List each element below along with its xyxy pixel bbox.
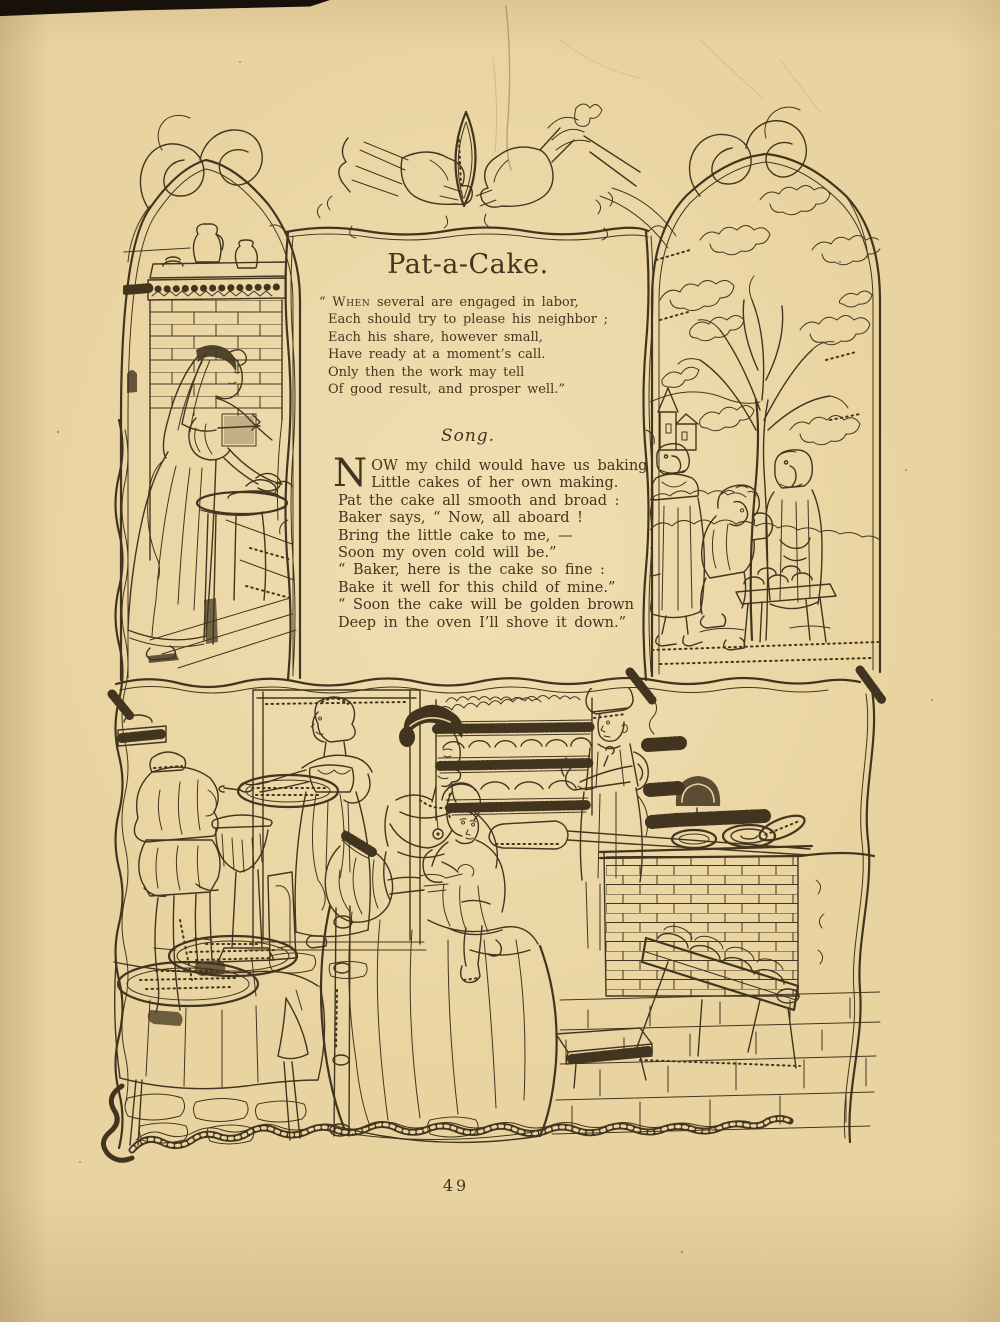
- song-line: Baker says, “ Now, all aboard !: [338, 510, 583, 527]
- song-line: Pat the cake all smooth and broad :: [338, 492, 620, 509]
- song-line: Soon my oven cold will be.”: [338, 545, 557, 562]
- brick-oven: [600, 846, 874, 996]
- kneading-vessel: [212, 815, 296, 962]
- verse-panel: [288, 230, 648, 682]
- song-line: Bring the little cake to me, —: [338, 527, 573, 544]
- page-number: 49: [442, 1176, 470, 1195]
- motto-line: “ When several are engaged in labor,: [318, 295, 579, 310]
- song-line: Little cakes of her own making.: [371, 475, 619, 492]
- motto-line: Each his share, however small,: [327, 329, 543, 345]
- song-verse: [333, 451, 648, 632]
- right-knot-ornament: [690, 107, 868, 258]
- motto-line: Have ready at a moment’s call.: [327, 347, 546, 363]
- song-heading: Song.: [440, 426, 496, 446]
- bottom-scene-bakery: [114, 682, 880, 1145]
- song-line: Deep in the oven I’ll shove it down.”: [338, 614, 627, 631]
- left-panel-woman-kneading: [123, 224, 296, 668]
- page-title: Pat-a-Cake.: [387, 249, 549, 280]
- bent-man-figure: [134, 752, 225, 1026]
- song-line: “ Soon the cake will be golden brown :: [338, 597, 647, 614]
- song-line: Bake it well for this child of mine.”: [338, 579, 616, 596]
- doorway: [248, 690, 426, 950]
- song-line: “ Baker, here is the cake so fine :: [338, 562, 605, 579]
- motto-line: Of good result, and prosper well.”: [327, 382, 566, 398]
- ornate-initial: N: [333, 451, 368, 496]
- song-line: NOW my child would have us baking: [333, 451, 648, 496]
- right-panel-children-tree: [642, 186, 882, 665]
- motto-line: Each should try to please his neighbor ;: [327, 312, 609, 328]
- footstool: [556, 1028, 652, 1088]
- motto-verse: [318, 294, 609, 398]
- chair-post: [330, 906, 352, 1136]
- pans-on-oven: [672, 811, 808, 848]
- motto-line: Only then the work may tell: [327, 364, 525, 380]
